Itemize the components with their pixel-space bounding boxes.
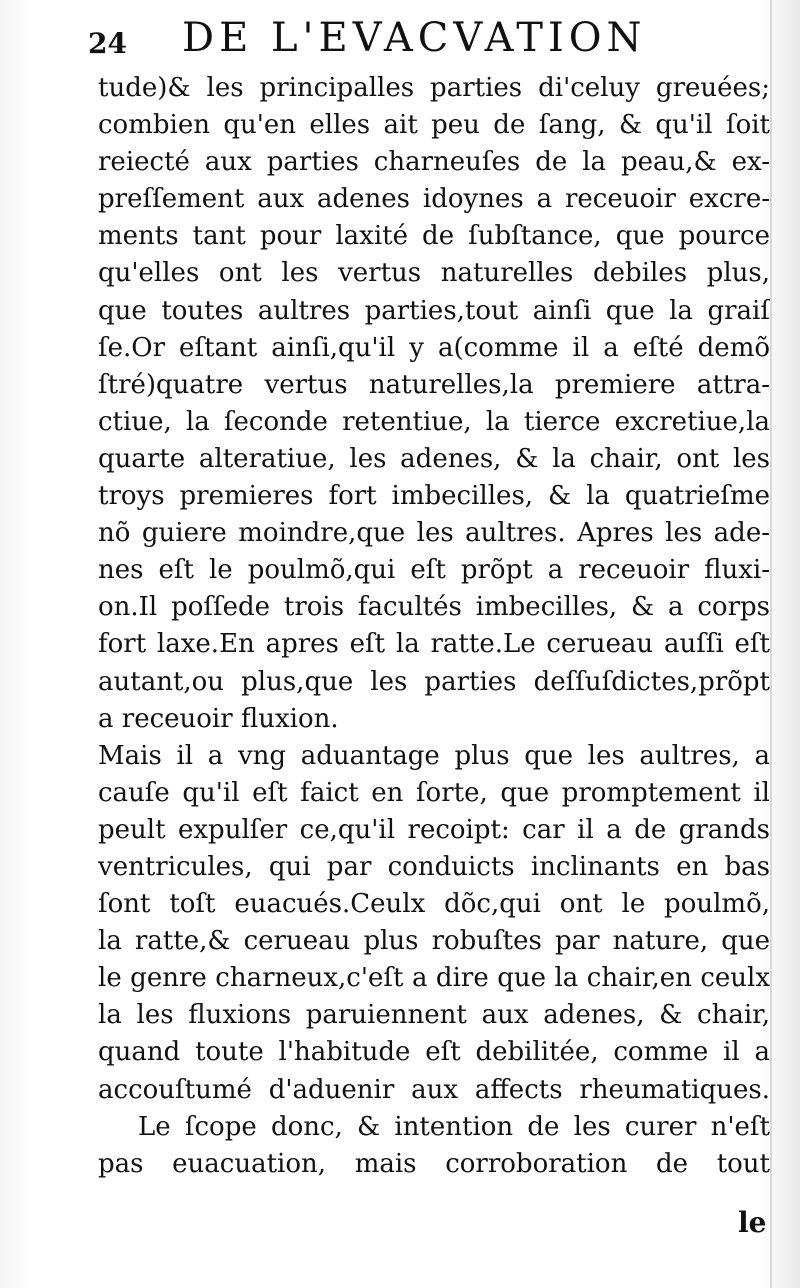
- text-line: quand toute l'habitude eſt debilitée, comme il a: [98, 1037, 770, 1068]
- running-header: [82, 14, 772, 64]
- page-edge-shadow: [770, 0, 772, 1288]
- text-line: ſe.Or eſtant ainſi,qu'il y a(comme il a eſté demõ: [98, 332, 770, 363]
- text-line: la les fluxions paruiennent aux adenes, & chair,: [98, 1000, 770, 1031]
- text-line: ſtré)quatre vertus naturelles,la premiere attra-: [98, 369, 770, 400]
- catchword: le: [738, 1206, 767, 1239]
- body-text: [98, 70, 770, 1183]
- text-line: ments tant pour laxité de ſubſtance, que pource: [98, 221, 770, 252]
- text-line: qu'elles ont les vertus naturelles debiles plus,: [98, 258, 770, 289]
- text-line: la ratte,& cerueau plus robuſtes par nature, que: [98, 926, 770, 957]
- text-line: nes eſt le poulmõ,qui eſt prõpt a receuoir fluxi-: [98, 555, 770, 586]
- text-line: le genre charneux,c'eſt a dire que la chair,en ceulx: [98, 963, 770, 994]
- text-line: autant,ou plus,que les parties deſſuſdictes,prõpt: [98, 666, 770, 697]
- text-line: pas euacuation, mais corroboration de tout: [98, 1148, 770, 1179]
- text-line: tude)& les principalles parties di'celuy greuées;: [98, 73, 770, 103]
- text-line: ctiue, la ſeconde retentiue, la tierce excretiue,la: [98, 406, 770, 437]
- text-line: quarte alteratiue, les adenes, & la chair, ont les: [98, 443, 770, 474]
- text-line: combien qu'en elles ait peu de ſang, & qu'il ſoit: [98, 110, 770, 141]
- text-line: que toutes aultres parties,tout ainſi que la graiſ: [98, 295, 770, 326]
- running-title: DE L'EVACVATION: [182, 15, 647, 61]
- text-line: nõ guiere moindre,que les aultres. Apres les ade-: [98, 518, 770, 549]
- text-line: preſſement aux adenes idoynes a receuoir excre-: [98, 184, 770, 215]
- text-line: cauſe qu'il eſt faict en ſorte, que promptement il: [98, 777, 770, 808]
- page-number: 24: [88, 27, 127, 60]
- text-line: Le ſcope donc, & intention de les curer n'eſt: [138, 1111, 770, 1142]
- text-line: ſont toſt euacués.Ceulx dõc,qui ont le poulmõ,: [98, 889, 770, 920]
- text-line: peult expulſer ce,qu'il recoipt: car il a de grands: [98, 814, 770, 845]
- text-line: troys premieres fort imbecilles, & la quatrieſme: [98, 481, 770, 512]
- text-line: on.Il poſſede trois facultés imbecilles, & a corps: [98, 592, 770, 623]
- text-line: ventricules, qui par conduicts inclinants en bas: [98, 851, 770, 882]
- text-line: reiecté aux parties charneuſes de la peau,& ex-: [98, 147, 770, 178]
- text-line: accouſtumé d'aduenir aux affects rheumatiques.: [98, 1074, 770, 1105]
- text-line: a receuoir fluxion.: [98, 703, 339, 734]
- text-line: Mais il a vng aduantage plus que les aultres, a: [98, 740, 770, 771]
- text-line: fort laxe.En apres eſt la ratte.Le cerueau auſſi eſt: [98, 629, 770, 660]
